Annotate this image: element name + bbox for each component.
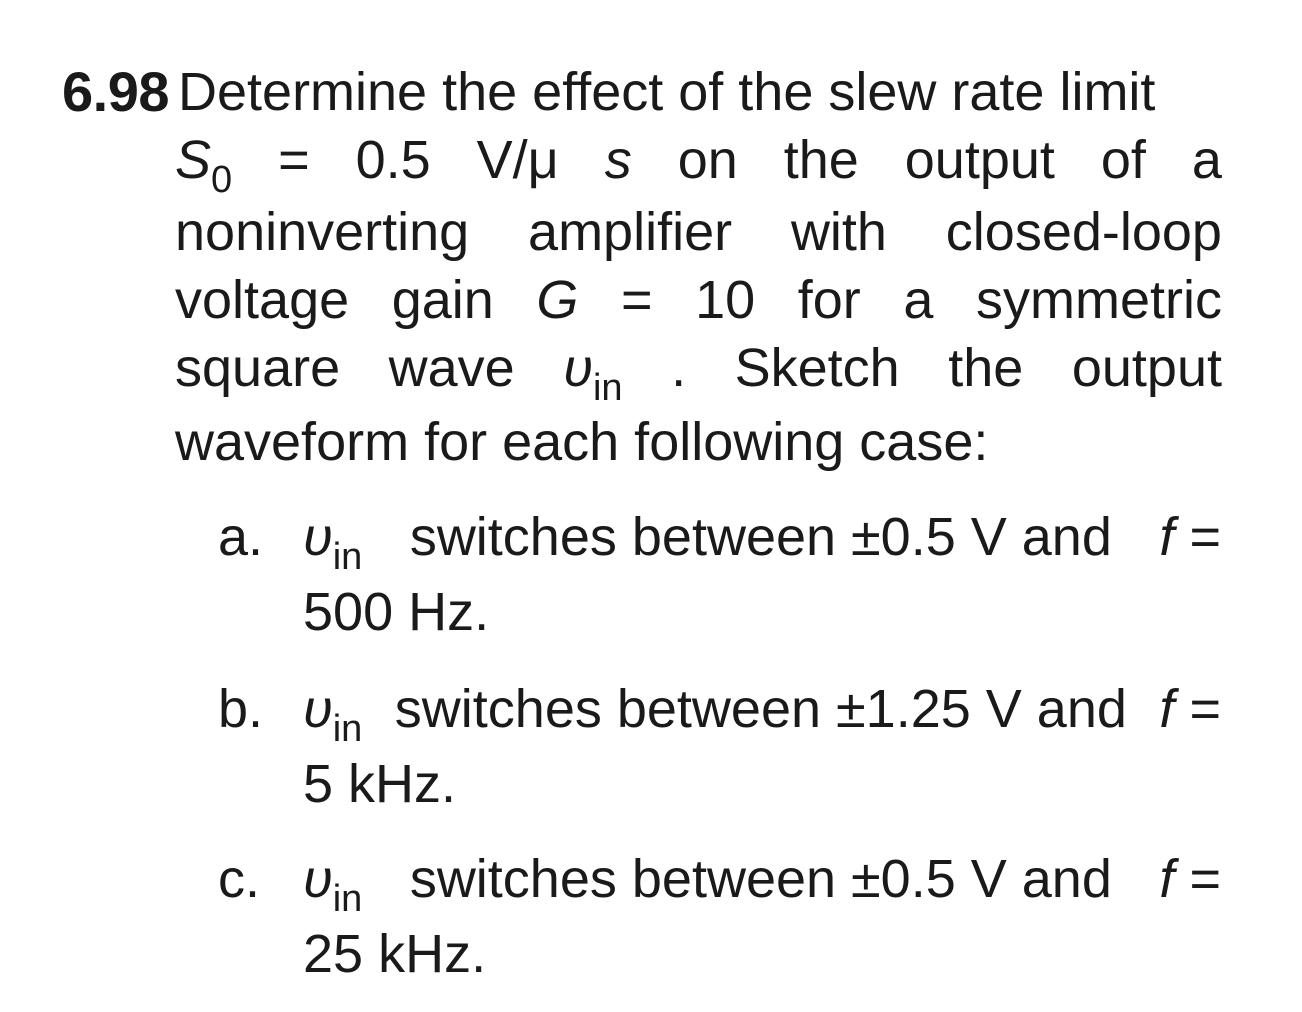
- slew-rate-unit-s: s: [604, 130, 632, 190]
- case-letter: b.: [218, 679, 264, 739]
- word: output: [1071, 338, 1222, 398]
- input-voltage-symbol: $\upsilon_{in}$: [303, 507, 363, 578]
- word: amplifier: [528, 202, 733, 262]
- case-continuation: 25 kHz.: [303, 924, 487, 984]
- problem-line-4: [175, 268, 1222, 332]
- word: the: [948, 338, 1024, 398]
- word: closed-loop: [945, 202, 1222, 262]
- case-continuation: 5 kHz.: [303, 754, 457, 814]
- input-voltage-symbol: $\upsilon_{in}$: [303, 679, 363, 750]
- word: a: [903, 270, 934, 330]
- input-voltage-symbol: $\upsilon_{in}$: [563, 338, 623, 409]
- frequency-symbol: f =: [1159, 507, 1221, 567]
- slew-rate-symbol: $S_0$: [175, 130, 233, 201]
- problem-line-3: [175, 200, 1222, 264]
- case-description: switches between ±0.5 V and: [409, 849, 1112, 909]
- input-voltage-symbol: $\upsilon_{in}$: [303, 849, 363, 920]
- word: wave: [388, 338, 515, 398]
- gain-value: 10: [695, 270, 756, 330]
- period: .: [671, 338, 687, 398]
- case-continuation: 500 Hz.: [303, 582, 490, 642]
- slew-rate-unit: V/μ: [476, 130, 559, 190]
- word: Sketch: [734, 338, 900, 398]
- word: noninverting: [175, 202, 470, 262]
- word: symmetric: [976, 270, 1222, 330]
- word: a: [1191, 130, 1222, 190]
- problem-line-1: Determine the effect of the slew rate limit: [178, 62, 1156, 122]
- case-description: switches between ±0.5 V and: [409, 507, 1112, 567]
- case-letter: a.: [218, 507, 264, 567]
- word: for: [797, 270, 861, 330]
- case-text: [303, 505, 1221, 578]
- equals-sign: =: [278, 130, 310, 190]
- word: with: [790, 202, 887, 262]
- case-text: [303, 847, 1221, 920]
- frequency-symbol: f =: [1159, 849, 1221, 909]
- problem-number: 6.98: [62, 60, 169, 123]
- word: of: [1100, 130, 1146, 190]
- slew-rate-value: 0.5: [355, 130, 431, 190]
- word: voltage: [175, 270, 350, 330]
- word: output: [904, 130, 1055, 190]
- problem-line-2: [175, 128, 1222, 201]
- gain-symbol: G: [536, 270, 579, 330]
- problem-line-5: [175, 336, 1222, 409]
- case-text: [303, 677, 1221, 750]
- case-description: switches between ±1.25 V and: [394, 679, 1127, 739]
- word: the: [783, 130, 859, 190]
- word: gain: [391, 270, 494, 330]
- frequency-symbol: f =: [1159, 679, 1221, 739]
- equals-sign: =: [620, 270, 653, 330]
- case-letter: c.: [218, 849, 261, 909]
- word: square: [175, 338, 341, 398]
- problem-line-6: waveform for each following case:: [175, 412, 989, 472]
- word: on: [677, 130, 738, 190]
